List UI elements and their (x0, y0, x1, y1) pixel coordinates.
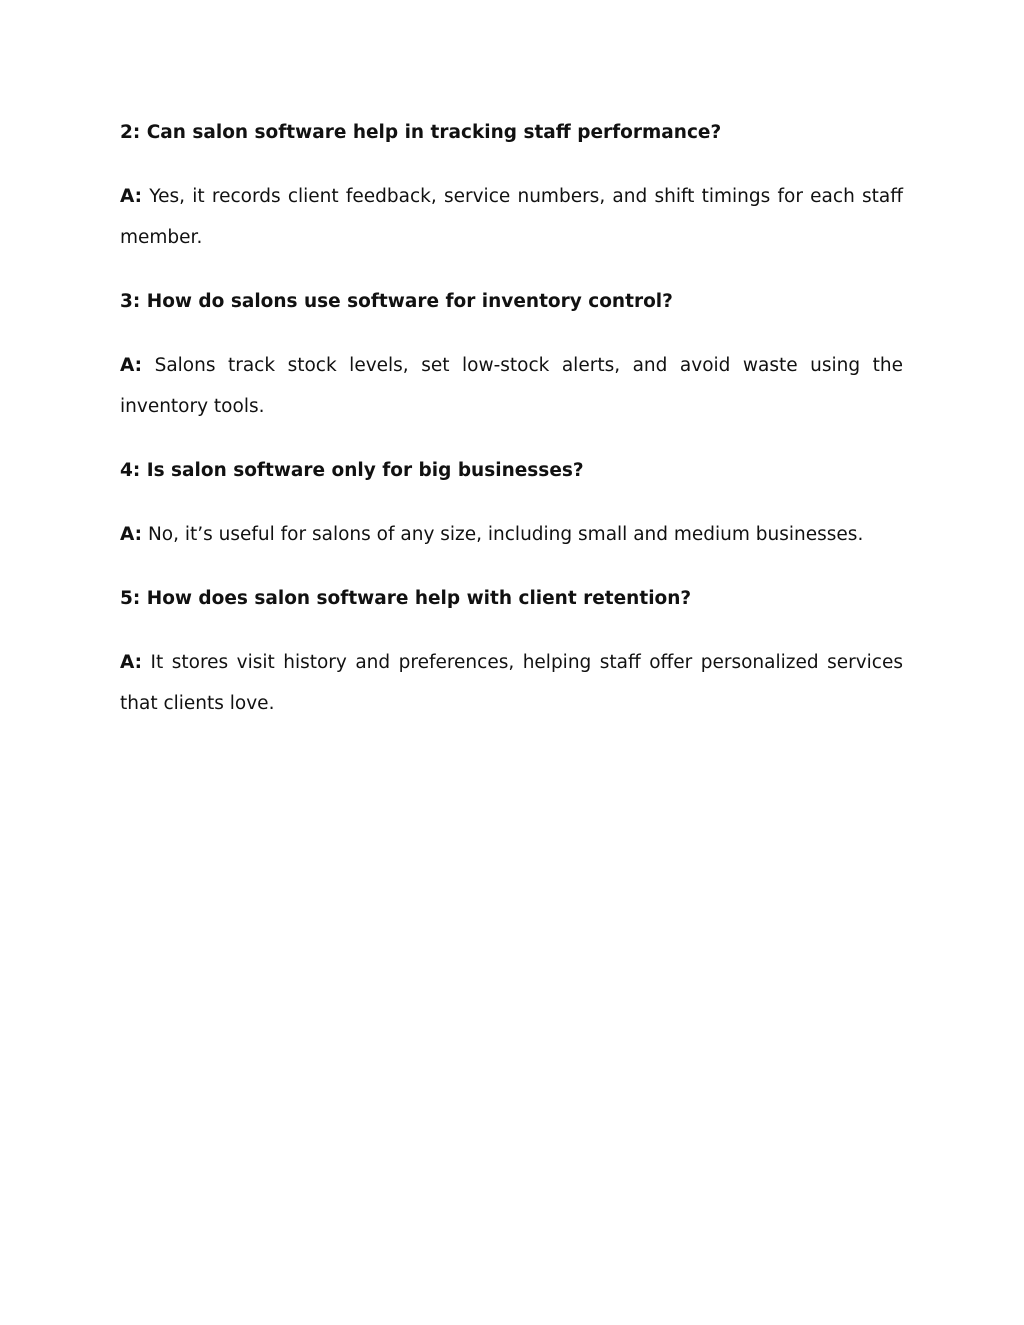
faq-answer-text: No, it’s useful for salons of any size, including small and medium businesses. (147, 524, 864, 545)
faq-answer (120, 176, 903, 258)
faq-item-3 (120, 284, 903, 427)
faq-answer (120, 642, 903, 724)
faq-answer-text: Salons track stock levels, set low-stock alerts, and avoid waste using the inventory tools. (120, 355, 903, 417)
document-page (120, 115, 903, 750)
answer-prefix: A: (120, 652, 143, 673)
faq-answer-text: It stores visit history and preferences, helping staff offer personalized services that clients love. (120, 652, 903, 714)
answer-prefix: A: (120, 355, 143, 376)
answer-prefix: A: (120, 186, 143, 207)
faq-answer (120, 514, 903, 555)
faq-answer-text: Yes, it records client feedback, service numbers, and shift timings for each staff member. (120, 186, 903, 248)
faq-item-2 (120, 115, 903, 258)
faq-item-5 (120, 581, 903, 724)
answer-prefix: A: (120, 524, 143, 545)
faq-question: 3: How do salons use software for inventory control? (120, 291, 673, 312)
faq-item-4 (120, 453, 903, 555)
faq-question: 2: Can salon software help in tracking staff performance? (120, 122, 722, 143)
faq-question: 4: Is salon software only for big businesses? (120, 460, 584, 481)
faq-question: 5: How does salon software help with client retention? (120, 588, 692, 609)
faq-answer (120, 345, 903, 427)
